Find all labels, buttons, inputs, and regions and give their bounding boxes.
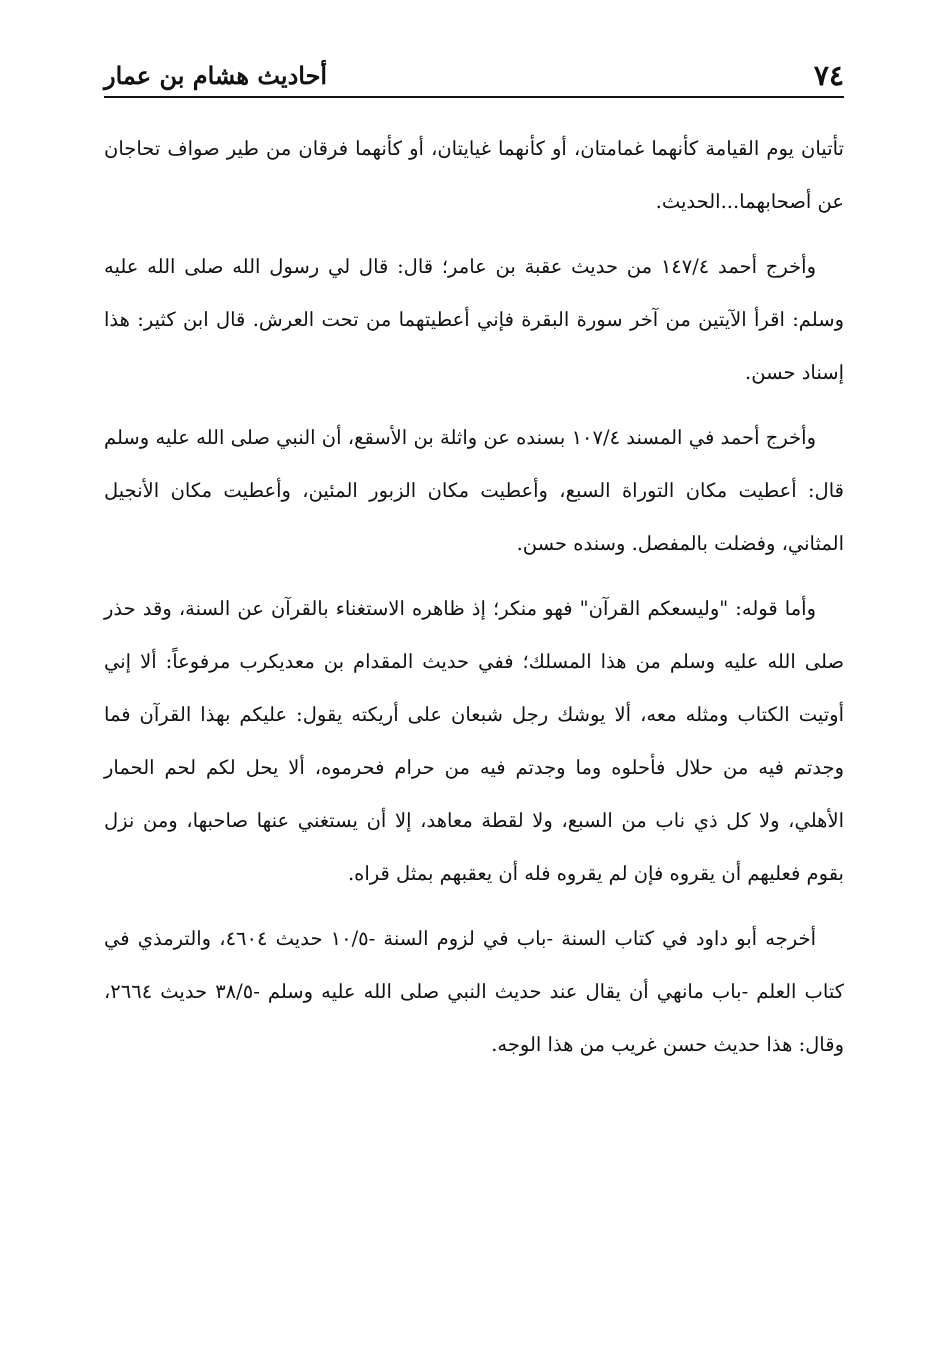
paragraph: وأخرج أحمد ١٤٧/٤ من حديث عقبة بن عامر؛ قال: قال لي رسول الله صلى الله عليه وسلم: اقرأ الآيتين من آخر سورة البقرة فإني أعطيتهما من تحت العرش. قال ابن كثير: هذا إسناد حسن. xyxy=(104,255,844,384)
running-title: أحاديث هشام بن عمار xyxy=(104,61,328,90)
paragraph: وأخرج أحمد في المسند ١٠٧/٤ بسنده عن واثلة بن الأسقع، أن النبي صلى الله عليه وسلم قال: أعطيت مكان التوراة السبع، وأعطيت مكان الزبور المئين، وأعطيت مكان الأنجيل المثاني، وفضلت بالمفصل. وسنده حسن. xyxy=(104,426,844,555)
paragraph: وأما قوله: "وليسعكم القرآن" فهو منكر؛ إذ ظاهره الاستغناء بالقرآن عن السنة، وقد حذر صلى الله عليه وسلم من هذا المسلك؛ ففي حديث المقدام بن معديكرب مرفوعاً: ألا إني أوتيت الكتاب ومثله معه، ألا يوشك رجل شبعان على أريكته يقول: عليكم بهذا القرآن فما وجدتم فيه من حلال فأحلوه وما وجدتم فيه من حرام فحرموه، ألا يحل لكم لحم الحمار الأهلي، ولا كل ذي ناب من السبع، ولا لقطة معاهد، إلا أن يستغني عنها صاحبها، ومن نزل بقوم فعليهم أن يقروه فإن لم يقروه فله أن يعقبهم بمثل قراه. xyxy=(104,597,844,885)
paragraph: أخرجه أبو داود في كتاب السنة -باب في لزوم السنة -١٠/٥ حديث ٤٦٠٤، والترمذي في كتاب العلم -باب مانهي أن يقال عند حديث النبي صلى الله عليه وسلم -٣٨/٥ حديث ٢٦٦٤، وقال: هذا حديث حسن غريب من هذا الوجه. xyxy=(104,927,844,1056)
header-rule xyxy=(104,96,844,98)
paragraph: تأتيان يوم القيامة كأنهما غمامتان، أو كأنهما غيايتان، أو كأنهما فرقان من طير صواف تحاجان عن أصحابهما...الحديث. xyxy=(104,137,844,213)
page-number: ٧٤ xyxy=(813,59,844,92)
body-text xyxy=(104,122,844,1083)
page-header xyxy=(104,52,844,96)
